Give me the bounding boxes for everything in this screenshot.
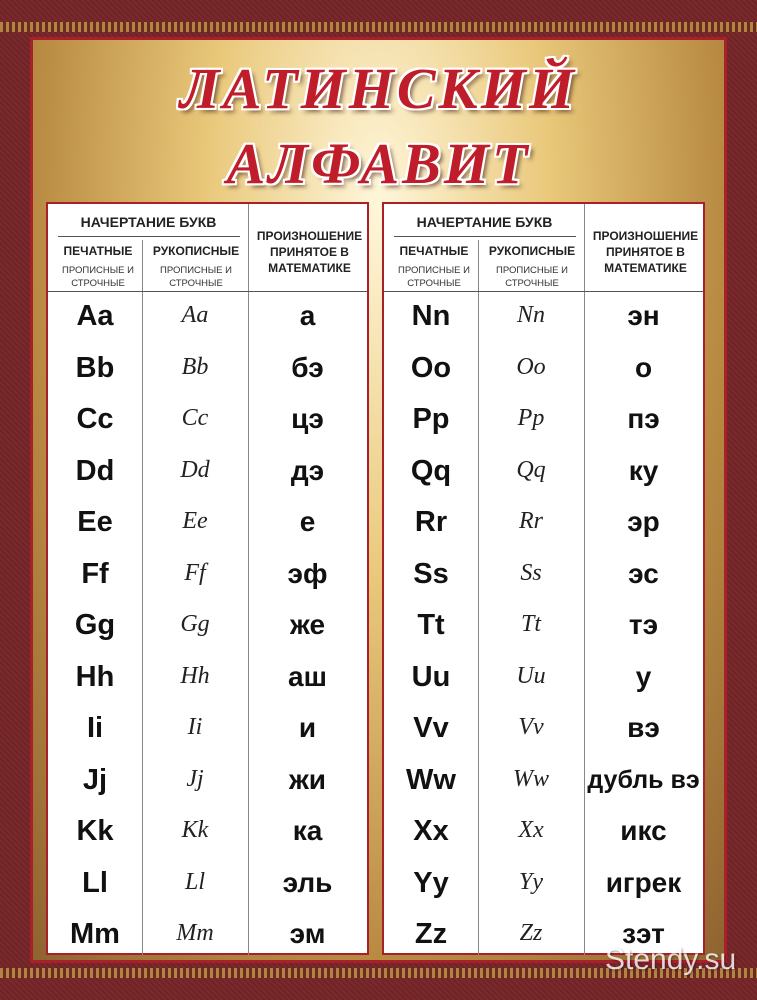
printed-letter: Tt [417,609,445,641]
handwritten-letter: Bb [181,353,209,380]
printed-letter: Gg [74,609,116,641]
header-printed-sub: ПРОПИСНЫЕ И СТРОЧНЫЕ [398,265,470,289]
printed-letter: Dd [75,454,115,487]
handwritten-letter: Qq [516,456,546,483]
letter-row [384,653,703,705]
handwritten-letter: Uu [516,662,546,689]
pronunciation: пэ [627,403,660,434]
header-pronunciation: ПРОИЗНОШЕНИЕ ПРИНЯТОЕ В МАТЕМАТИКЕ [256,229,363,275]
handwritten-letter: Jj [186,765,204,792]
letter-row [384,292,703,344]
printed-letter: Yy [413,866,449,899]
header-handwritten: РУКОПИСНЫЕ [152,244,240,258]
printed-letter: Kk [76,815,114,847]
handwritten-letter: Vv [518,714,544,740]
handwritten-letter: Ww [513,765,549,792]
letter-row [48,292,367,344]
letter-row [48,756,367,808]
watermark: Stendy.su [605,943,737,976]
printed-letter: Bb [75,351,115,384]
letter-row [48,447,367,499]
handwritten-letter: Rr [519,508,543,534]
handwritten-letter: Yy [519,868,543,895]
pronunciation: вэ [627,712,660,743]
printed-letter: Jj [82,763,108,796]
header-handwritten-sub: ПРОПИСНЫЕ И СТРОЧНЫЕ [496,265,568,289]
pronunciation: е [299,506,316,537]
printed-letter: Uu [411,660,451,693]
handwritten-letter: Xx [518,817,544,843]
pronunciation: эль [282,866,333,898]
alphabet-panel-right [382,202,705,955]
header-printed: ПЕЧАТНЫЕ [63,244,133,258]
top-ornament-border [0,22,757,32]
pronunciation: эф [287,557,328,589]
header-pronunciation: ПРОИЗНОШЕНИЕ ПРИНЯТОЕ В МАТЕМАТИКЕ [592,229,699,275]
printed-letter: Qq [410,454,452,487]
handwritten-letter: Ff [184,559,206,586]
letter-row [384,498,703,550]
handwritten-letter: Mm [176,920,214,946]
printed-letter: Pp [412,403,450,435]
handwritten-letter: Zz [519,920,543,946]
letter-row [48,910,367,962]
header-handwritten-sub: ПРОПИСНЫЕ И СТРОЧНЫЕ [160,265,232,289]
header-printed-sub: ПРОПИСНЫЕ И СТРОЧНЫЕ [62,265,134,289]
printed-letter: Nn [411,300,451,332]
letter-row [48,704,367,756]
handwritten-letter: Hh [180,662,210,689]
poster-title-line1: ЛАТИНСКИЙ [179,56,578,121]
letter-row [48,807,367,859]
pronunciation: же [289,609,326,640]
printed-letter: Mm [70,918,120,950]
header-handwritten: РУКОПИСНЫЕ [488,244,576,258]
handwritten-letter: Cc [181,405,209,431]
handwritten-letter: Ee [182,508,208,534]
poster-title-line2: АЛФАВИТ [226,131,531,196]
letter-row [384,601,703,653]
header-writing: НАЧЕРТАНИЕ БУКВ [416,214,553,230]
letter-row [48,550,367,602]
printed-letter: Vv [413,712,449,744]
pronunciation: ку [628,454,659,486]
handwritten-letter: Gg [180,611,210,637]
letter-row [48,498,367,550]
header-printed: ПЕЧАТНЫЕ [399,244,469,258]
pronunciation: цэ [291,403,324,434]
header-divider [58,236,240,237]
printed-letter: Aa [76,300,114,332]
printed-letter: Cc [76,403,114,435]
pronunciation: а [299,300,316,331]
printed-letter: Ss [413,557,449,590]
printed-letter: Rr [414,506,448,538]
header-divider [394,236,576,237]
pronunciation: зэт [622,918,665,949]
letter-rows-right [384,292,703,962]
letter-row [384,344,703,396]
printed-letter: Ww [406,763,456,796]
pronunciation: эм [289,918,326,949]
handwritten-letter: Aa [181,302,209,328]
handwritten-letter: Dd [180,456,210,483]
letter-row [48,859,367,911]
printed-letter: Hh [75,660,115,693]
handwritten-letter: Nn [516,302,545,328]
handwritten-letter: Ll [184,868,205,895]
pronunciation: игрек [605,866,682,898]
letter-row [48,395,367,447]
pronunciation: эр [627,506,660,537]
printed-letter: Zz [414,918,448,950]
header-writing: НАЧЕРТАНИЕ БУКВ [80,214,217,230]
letter-row [384,447,703,499]
pronunciation: аш [288,660,327,692]
pronunciation: эн [627,300,660,331]
letter-row [384,550,703,602]
handwritten-letter: Tt [520,611,541,637]
pronunciation: и [298,712,317,743]
pronunciation: тэ [628,609,659,640]
pronunciation: бэ [291,351,324,383]
pronunciation: дубль вэ [587,765,700,794]
handwritten-letter: Oo [516,353,546,380]
printed-letter: Ll [82,866,108,899]
letter-row [384,704,703,756]
letter-rows-left [48,292,367,962]
pronunciation: дэ [290,454,325,486]
alphabet-panel-left [46,202,369,955]
pronunciation: о [634,351,653,383]
handwritten-letter: Ii [187,714,203,740]
letter-row [384,756,703,808]
handwritten-letter: Ss [520,559,542,586]
handwritten-letter: Pp [517,405,545,431]
printed-letter: Ii [86,712,104,744]
printed-letter: Xx [413,815,449,847]
pronunciation: жи [288,763,327,795]
pronunciation: икс [620,815,667,846]
pronunciation: эс [628,557,659,589]
letter-row [48,653,367,705]
letter-row [384,807,703,859]
printed-letter: Ee [77,506,113,538]
letter-row [384,395,703,447]
letter-row [48,344,367,396]
handwritten-letter: Kk [181,817,209,843]
pronunciation: у [635,660,652,692]
printed-letter: Ff [81,557,109,590]
printed-letter: Oo [410,351,452,384]
letter-row [384,859,703,911]
pronunciation: ка [292,815,323,846]
letter-row [48,601,367,653]
